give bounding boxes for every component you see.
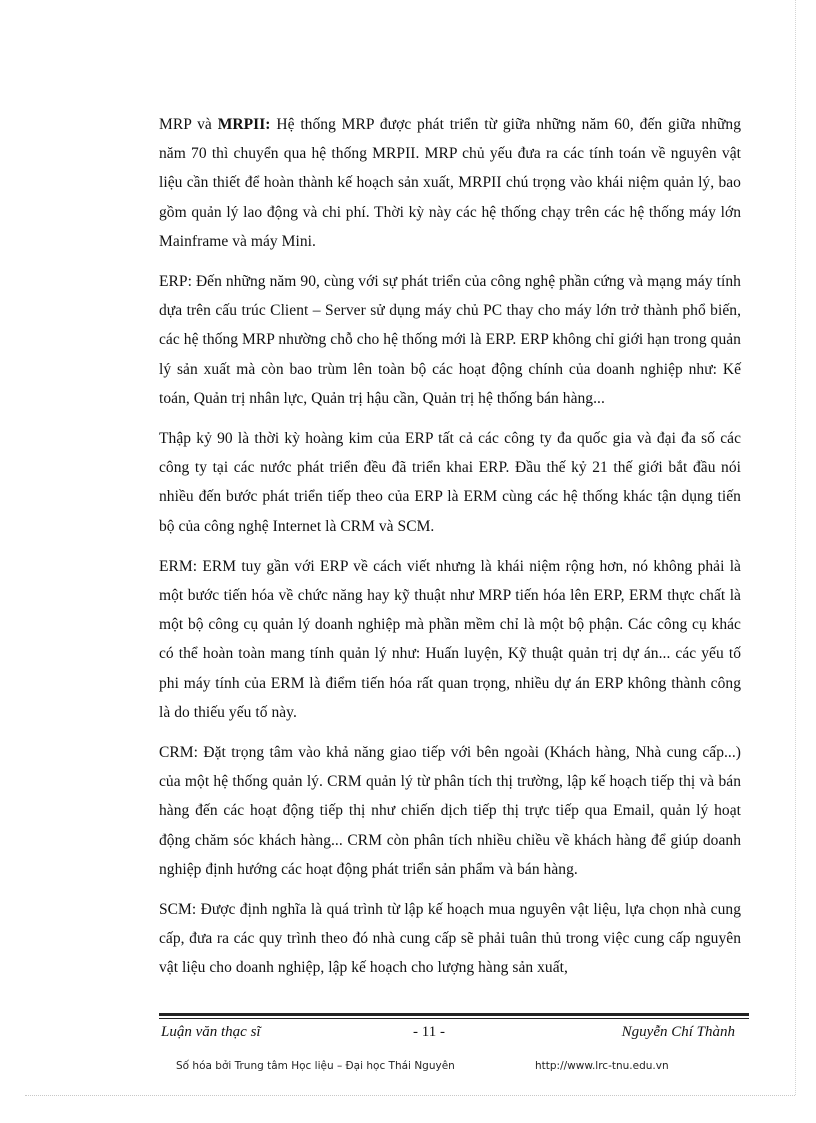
page-border-right [795,0,796,1095]
paragraph-scm: SCM: Được định nghĩa là quá trình từ lập kế hoạch mua nguyên vật liệu, lựa chọn nhà cung cấp, đưa ra các quy trình theo đó nhà cung cấp sẽ phải tuân thủ trong việc cung cấp nguyên vật liệu cho doanh nghiệp, lập kế hoạch cho lượng hàng sản xuất, [159,901,741,977]
term-mrpii: MRPII: [217,116,271,133]
digitization-credit: Số hóa bởi Trung tâm Học liệu – Đại học Thái Nguyên [176,1060,455,1072]
footer-rule-thin [159,1018,749,1019]
page-footer [159,1024,749,1046]
digitization-url: http://www.lrc-tnu.edu.vn [535,1060,669,1072]
body-text [159,110,741,994]
footer-author: Nguyễn Chí Thành [621,1024,735,1040]
paragraph-erp-decade: Thập kỷ 90 là thời kỳ hoàng kim của ERP tất cả các công ty đa quốc gia và đại đa số các công ty tại các nước phát triển đều đã triển khai ERP. Đầu thế kỷ 21 thế giới bắt đầu nói nhiều đến bước phát triển tiếp theo của ERP là ERM cùng các hệ thống khác tận dụng tiến bộ của công nghệ Internet là CRM và SCM. [159,430,741,535]
paragraph-lead: MRP và [159,116,218,133]
footer-thesis-label: Luận văn thạc sĩ [161,1024,261,1040]
page-border-bottom [25,1095,795,1096]
footer-rule-thick [159,1013,749,1016]
paragraph-erp: ERP: Đến những năm 90, cùng với sự phát triển của công nghệ phần cứng và mạng máy tính dựa trên cấu trúc Client – Server sử dụng máy chủ PC thay cho máy lớn trở thành phổ biến, các hệ thống MRP nhường chỗ cho hệ thống mới là ERP. ERP không chỉ giới hạn trong quản lý sản xuất mà còn bao trùm lên toàn bộ các hoạt động chính của doanh nghiệp như: Kế toán, Quản trị nhân lực, Quản trị hậu cần, Quản trị hệ thống bán hàng... [159,273,741,407]
page-number: - 11 - [413,1024,445,1040]
paragraph-mrp [159,110,741,256]
paragraph-crm: CRM: Đặt trọng tâm vào khả năng giao tiếp với bên ngoài (Khách hàng, Nhà cung cấp...) của một hệ thống quản lý. CRM quản lý từ phân tích thị trường, lập kế hoạch tiếp thị và bán hàng đến các hoạt động tiếp thị như chiến dịch tiếp thị trực tiếp qua Email, quản lý hoạt động chăm sóc khách hàng... CRM còn phân tích nhiều chiều về khách hàng để giúp doanh nghiệp định hướng các hoạt động phát triển sản phẩm và bán hàng. [159,744,741,878]
paragraph-erm: ERM: ERM tuy gần với ERP về cách viết nhưng là khái niệm rộng hơn, nó không phải là một bước tiến hóa về chức năng hay kỹ thuật như MRP tiến hóa lên ERP, ERM thực chất là một bộ công cụ quản lý doanh nghiệp mà phần mềm chỉ là một bộ phận. Các công cụ khác có thể hoàn toàn mang tính quản lý như: Huấn luyện, Kỹ thuật quản trị dự án... các yếu tố phi máy tính của ERM là điểm tiến hóa rất quan trọng, nhiều dự án ERP không thành công là do thiếu yếu tố này. [159,557,741,721]
paragraph-text: Hệ thống MRP được phát triển từ giữa những năm 60, đến giữa những năm 70 thì chuyển qua hệ thống MRPII. MRP chủ yếu đưa ra các tính toán về nguyên vật liệu cần thiết để hoàn thành kế hoạch sản xuất, MRPII chú trọng vào khái niệm quản lý, bao gồm quản lý lao động và chi phí. Thời kỳ này các hệ thống chạy trên các hệ thống máy lớn Mainframe và máy Mini. [159,116,741,250]
